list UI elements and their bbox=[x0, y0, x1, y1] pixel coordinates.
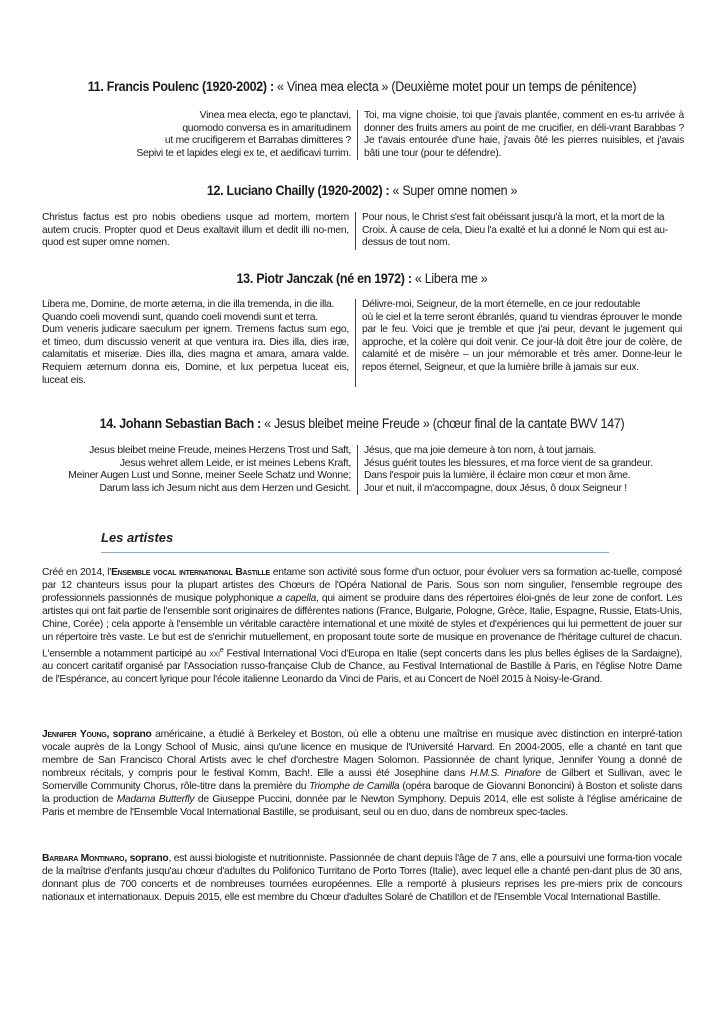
text: (opéra baroque de Giovanni Bononcini) à Boston et soliste dans la production de bbox=[42, 781, 683, 805]
jennifer-paragraph bbox=[42, 728, 682, 819]
piece-14-texts bbox=[48, 445, 684, 495]
piece-13-heading bbox=[25, 271, 698, 286]
latin-line: Quando coeli movendi sunt, quando coeli movendi sunt et terra. bbox=[42, 311, 318, 323]
artist-role: , soprano bbox=[124, 853, 169, 864]
latin-text: Christus factus est pro nobis obediens usque ad mortem, mortem autem crucis. Propter quod et Deus exaltavit illum et dedit illi no-men, quod est super omne nomen. bbox=[42, 212, 356, 250]
piece-12-texts bbox=[42, 212, 682, 250]
piece-title: « Jesus bleibet meine Freude » (chœur final de la cantate BWV 147) bbox=[264, 416, 625, 431]
latin-line: quomodo conversa es in amaritudinem bbox=[182, 122, 351, 134]
german-line: Jesus wehret allem Leide, er ist meines Lebens Kraft, bbox=[119, 457, 351, 469]
german-line: Jesus bleibet meine Freude, meines Herzens Trost und Saft, bbox=[89, 445, 351, 456]
latin-line: Sepivi te et lapides elegi ex te, et aedificavi turrim. bbox=[136, 147, 351, 159]
piece-number: 11. bbox=[87, 79, 104, 94]
text: Festival International Voci d'Europa en Italie (sept concerts dans les plus belles églises de la Sardaigne), au concert caritatif organisé par l'Association russo-française Club de Chance, au Festival International de Bastille à Paris, en l'église Notre Dame de l'Espérance, au concert lyrique pour l'école italienne Leonardo da Vinci de Paris, et au Concert de Noël 2015 à Noisy-le-Grand. bbox=[42, 648, 682, 686]
french-line: Jésus, que ma joie demeure à ton nom, à tout jamais. bbox=[364, 445, 596, 456]
piece-13-texts bbox=[42, 299, 682, 387]
text: entame son activité sous forme d'un octuor, pour évoluer vers sa formation ac-tuelle, composé par 12 chanteurs issus pour la plupart artistes des Chœurs de l'Opéra National de Paris. Sous son nom singulier, l'ensemble regroupe des professionnels passionnés de musique polyphonique bbox=[42, 567, 682, 604]
ensemble-name: Ensemble vocal international Bastille bbox=[111, 567, 270, 578]
piece-composer: Luciano Chailly (1920-2002) : bbox=[226, 183, 390, 198]
text: de Giuseppe Puccini, donnée par le Newton Symphony. Depuis 2014, elle est soliste à l'église américaine de Paris et membre de l'Ensemble Vocal International Bastille, se produisant, seul ou en duo, dans de nombreux spec-tacles. bbox=[42, 794, 682, 818]
french-line: Jésus guérit toutes les blessures, et ma force vient de sa grandeur. bbox=[364, 457, 653, 469]
artist-name: Jennifer Young bbox=[42, 729, 107, 740]
artist-role: , soprano bbox=[106, 729, 152, 740]
piece-number: 13. bbox=[236, 271, 254, 286]
piece-11-heading bbox=[25, 79, 698, 94]
french-text bbox=[358, 445, 684, 495]
latin-line: ut me crucifigerem et Barrabas dimitteres ? bbox=[164, 135, 351, 147]
text: de Gilbert et Sullivan, avec le Somerville Community Chorus, rôle-titre dans la première du bbox=[42, 768, 682, 792]
german-line: Meiner Augen Lust und Sonne, meiner Seele Schatz und Wonne; bbox=[68, 470, 351, 482]
ensemble-paragraph bbox=[42, 566, 682, 686]
latin-text bbox=[100, 110, 358, 160]
piece-11-texts bbox=[100, 110, 684, 160]
latin-paragraph: Dum veneris judicare saeculum per ignem. Tremens factus sum ego, et timeo, dum discussio venerit at que ventura ira. Dies illa, dies iræ, calamitatis et miseriæ. Dies illa, dies magna et amara, amara valde. Requiem æternum donna eis, Domine, et lux perpetua luceat eis, luceat eis. bbox=[42, 324, 349, 386]
latin-line: Vinea mea electa, ego te planctavi, bbox=[199, 110, 351, 121]
barbara-paragraph bbox=[42, 852, 682, 904]
piece-composer: Johann Sebastian Bach : bbox=[119, 416, 261, 431]
french-paragraph: où le ciel et la terre seront ébranlés, quand tu viendras éprouver le monde par le feu. Voici que je tremble et que j'ai peur, devant le jugement qui approche, et la colère qui doit venir. Ce jour-là doit être jour de colère, de calamité et de misère – un jour mémorable et très amer. Donne-leur le repos éternel, Seigneur, et que la lumière brille à jamais sur eux. bbox=[362, 311, 682, 373]
piece-title: « Super omne nomen » bbox=[392, 183, 518, 198]
section-rule bbox=[101, 552, 609, 553]
french-text bbox=[356, 299, 682, 387]
latin-text bbox=[42, 299, 356, 387]
french-text: Toi, ma vigne choisie, toi que j'avais plantée, comment en es-tu arrivée à donner des fruits amers au point de me crucifier, en déli-vrant Barabbas ? Je t'avais entourée d'une haie, j'avais ôté les pierres nuisibles, et j'avais bâti une tour (pour te défendre). bbox=[364, 110, 684, 159]
french-line: Délivre-moi, Seigneur, de la mort éternelle, en ce jour redoutable bbox=[362, 299, 641, 310]
latin-line: Libera me, Domine, de morte æterna, in die illa tremenda, in die illa. bbox=[42, 299, 335, 310]
section-title: Les artistes bbox=[101, 530, 174, 545]
piece-number: 14. bbox=[99, 416, 117, 431]
text: Créé en 2014, l' bbox=[42, 567, 112, 578]
german-text bbox=[48, 445, 358, 495]
text: américaine, a étudié à Berkeley et Boston, où elle a obtenu une maîtrise en musique avec distinction en interpré-tation vocale auprès de la Longy School of Music, ainsi qu'une licence en musique de l'Université Harvard. En 2004-2005, elle a chanté en tant que membre de San Francisco Choral Artists avec le chef d'orchestre Magen Solomon. Passionnée de chant lyrique, Jennifer Young a donné de nombreux récitals, y compris pour le festival Komm, Bach!. Elle a aussi été Josephine dans bbox=[42, 729, 682, 779]
italic-text: Madama Butterfly bbox=[116, 794, 195, 805]
italic-text: H.M.S. Pinafore bbox=[469, 768, 541, 779]
piece-composer: Francis Poulenc (1920-2002) : bbox=[106, 79, 274, 94]
piece-12-heading bbox=[25, 183, 698, 198]
piece-14-heading bbox=[25, 416, 698, 431]
french-text: Pour nous, le Christ s'est fait obéissant jusqu'à la mort, et la mort de la Croix. À cause de cela, Dieu l'a exalté et lui a donné le Nom qui est au-dessus de tout nom. bbox=[362, 212, 668, 249]
piece-composer: Piotr Janczak (né en 1972) : bbox=[256, 271, 412, 286]
french-line: Jour et nuit, il m'accompagne, doux Jésus, ô doux Seigneur ! bbox=[364, 482, 627, 494]
text: , est aussi biologiste et nutritionniste. Passionnée de chant depuis l'âge de 7 ans, elle a poursuivi une forma-tion vocale de la maîtrise d'enfants jusqu'au chœur d'adultes du Polifonico Turritano de Porto Torres (Italie), avec lequel elle a chanté pen-dant plus de 30 ans, donnant plus de 700 concerts et de nombreuses tournées européennes. Elle a remporté à plusieurs reprises les pre-miers prix de concours nationaux et internationaux. Depuis 2015, elle est membre du Chœur d'adultes Solaré de Chatillon et de l'Ensemble Vocal International Bastille. bbox=[42, 853, 682, 903]
artist-name: Barbara Montinaro bbox=[42, 853, 125, 864]
french-line: Dans l'espoir puis la lumière, il éclaire mon cœur et mon âme. bbox=[364, 470, 631, 482]
german-line: Darum lass ich Jesum nicht aus dem Herzen und Gesicht. bbox=[99, 482, 351, 494]
italic-text: a capella bbox=[276, 593, 317, 604]
superscript: e bbox=[219, 647, 224, 654]
roman-numeral: xxi bbox=[209, 648, 220, 660]
italic-text: Triomphe de Camilla bbox=[309, 781, 400, 792]
piece-number: 12. bbox=[206, 183, 224, 198]
piece-title: « Libera me » bbox=[414, 271, 488, 286]
text: , qui aiment se produire dans des répertoires éloi-gnés de leur zone de confort. Les artistes qui ont fait partie de l'ensemble sont originaires de différentes nations (France, Bulgarie, Pologne, Grèce, Italie, Espagne, Russie, Etats-Unis, Chine, Corée) ; cela apporte à l'ensemble un véritable caractère international et une mixité de styles et d'expériences qui lui permettent de jouer sur un répertoire très vaste. Le but est de s'enrichir mutuellement, en proposant toute sorte de musique en provenance de l'héritage culturel de chacun. L'ensemble a notamment participé au bbox=[42, 593, 683, 660]
piece-title: « Vinea mea electa » (Deuxième motet pour un temps de pénitence) bbox=[276, 79, 637, 94]
